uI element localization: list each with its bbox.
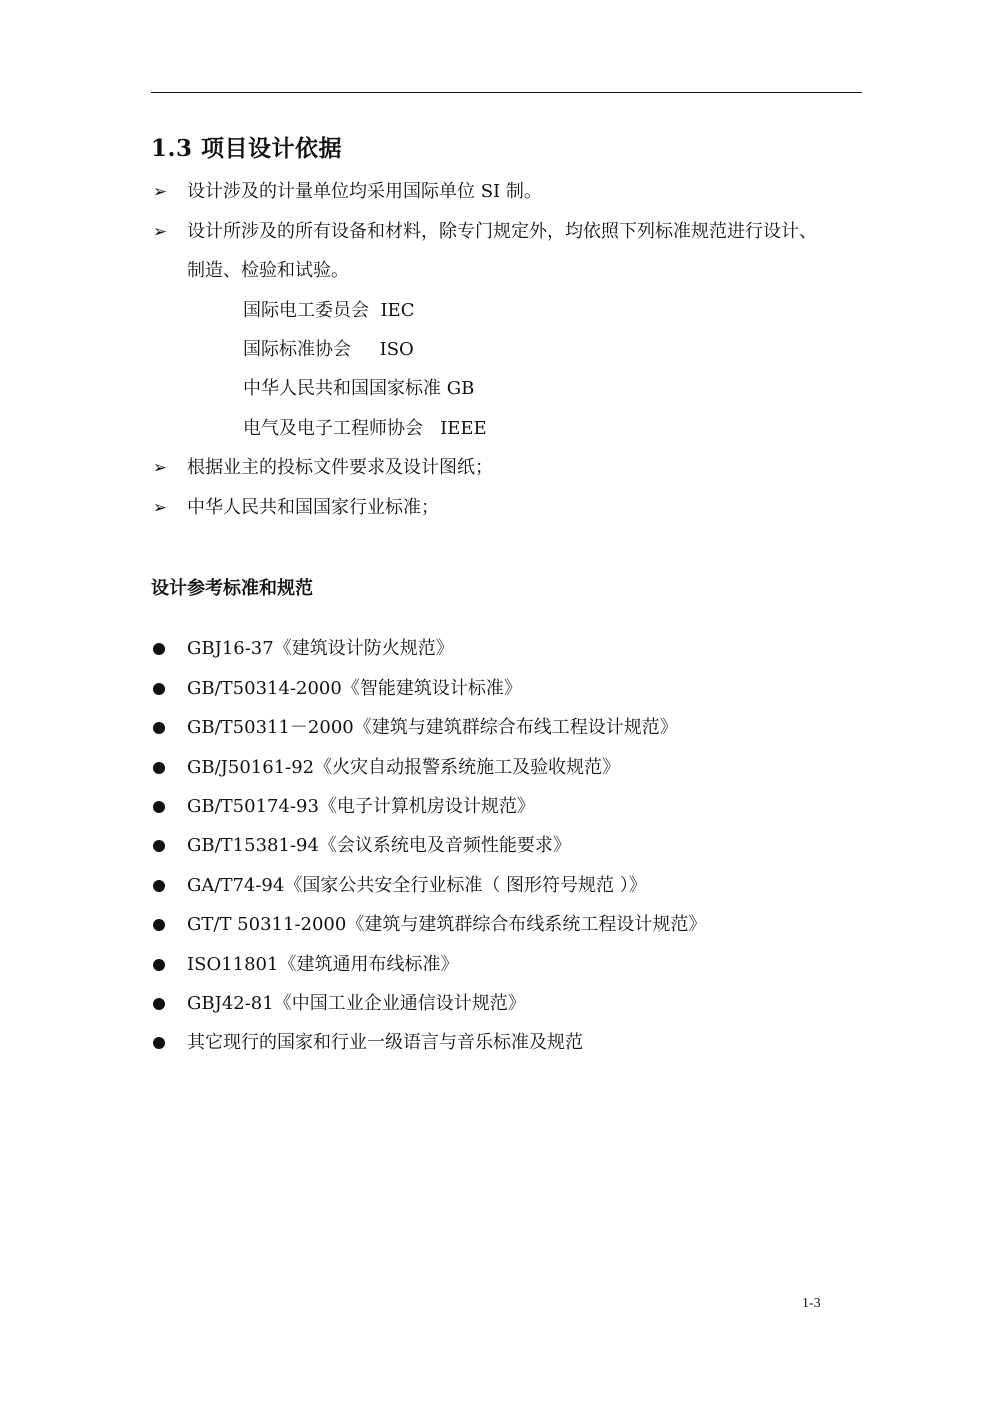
org-iec: 国际电工委员会 IEC: [243, 300, 415, 321]
arrow-bullet-icon: ➢: [152, 498, 168, 518]
basis-item-standards-line2: 制造、检验和试验。: [187, 260, 349, 281]
bullet-dot-icon: [153, 998, 165, 1010]
org-ieee: 电气及电子工程师协会 IEEE: [243, 418, 487, 439]
reference-item: GBJ42-81《中国工业企业通信设计规范》: [187, 993, 526, 1014]
reference-item: GB/T50174-93《电子计算机房设计规范》: [187, 796, 535, 817]
bullet-dot-icon: [153, 683, 165, 695]
section-title: 1.3 项目设计依据: [151, 135, 343, 162]
bullet-dot-icon: [153, 1037, 165, 1049]
org-iso: 国际标准协会 ISO: [243, 339, 414, 360]
page-number: 1-3: [802, 1296, 821, 1311]
reference-item: GT/T 50311-2000《建筑与建筑群综合布线系统工程设计规范》: [187, 914, 707, 935]
references-title: 设计参考标准和规范: [151, 578, 313, 599]
reference-item: 其它现行的国家和行业一级语言与音乐标准及规范: [187, 1032, 583, 1053]
reference-item: GB/J50161-92《火灾自动报警系统施工及验收规范》: [187, 757, 621, 778]
basis-item-industry-standards: 中华人民共和国国家行业标准；: [187, 497, 439, 518]
bullet-dot-icon: [153, 722, 165, 734]
reference-item: GB/T50314-2000《智能建筑设计标准》: [187, 678, 522, 699]
bullet-dot-icon: [153, 801, 165, 813]
arrow-bullet-icon: ➢: [152, 458, 168, 478]
reference-item: GA/T74-94《国家公共安全行业标准（ 图形符号规范 ）》: [187, 875, 647, 896]
basis-item-units: 设计涉及的计量单位均采用国际单位 SI 制。: [187, 181, 542, 202]
reference-item: GBJ16-37《建筑设计防火规范》: [187, 638, 454, 659]
bullet-dot-icon: [153, 762, 165, 774]
org-gb: 中华人民共和国国家标准 GB: [243, 378, 475, 399]
arrow-bullet-icon: ➢: [152, 182, 168, 202]
basis-item-owner-docs: 根据业主的投标文件要求及设计图纸；: [187, 457, 493, 478]
reference-item: GB/T15381-94《会议系统电及音频性能要求》: [187, 835, 571, 856]
bullet-dot-icon: [153, 880, 165, 892]
basis-item-standards-line1: 设计所涉及的所有设备和材料，除专门规定外，均依照下列标准规范进行设计、: [187, 221, 817, 242]
header-rule: [151, 92, 862, 93]
bullet-dot-icon: [153, 919, 165, 931]
reference-item: ISO11801《建筑通用布线标准》: [187, 954, 459, 975]
bullet-dot-icon: [153, 959, 165, 971]
reference-item: GB/T50311－2000《建筑与建筑群综合布线工程设计规范》: [187, 717, 678, 738]
bullet-dot-icon: [153, 643, 165, 655]
bullet-dot-icon: [153, 840, 165, 852]
arrow-bullet-icon: ➢: [152, 222, 168, 242]
